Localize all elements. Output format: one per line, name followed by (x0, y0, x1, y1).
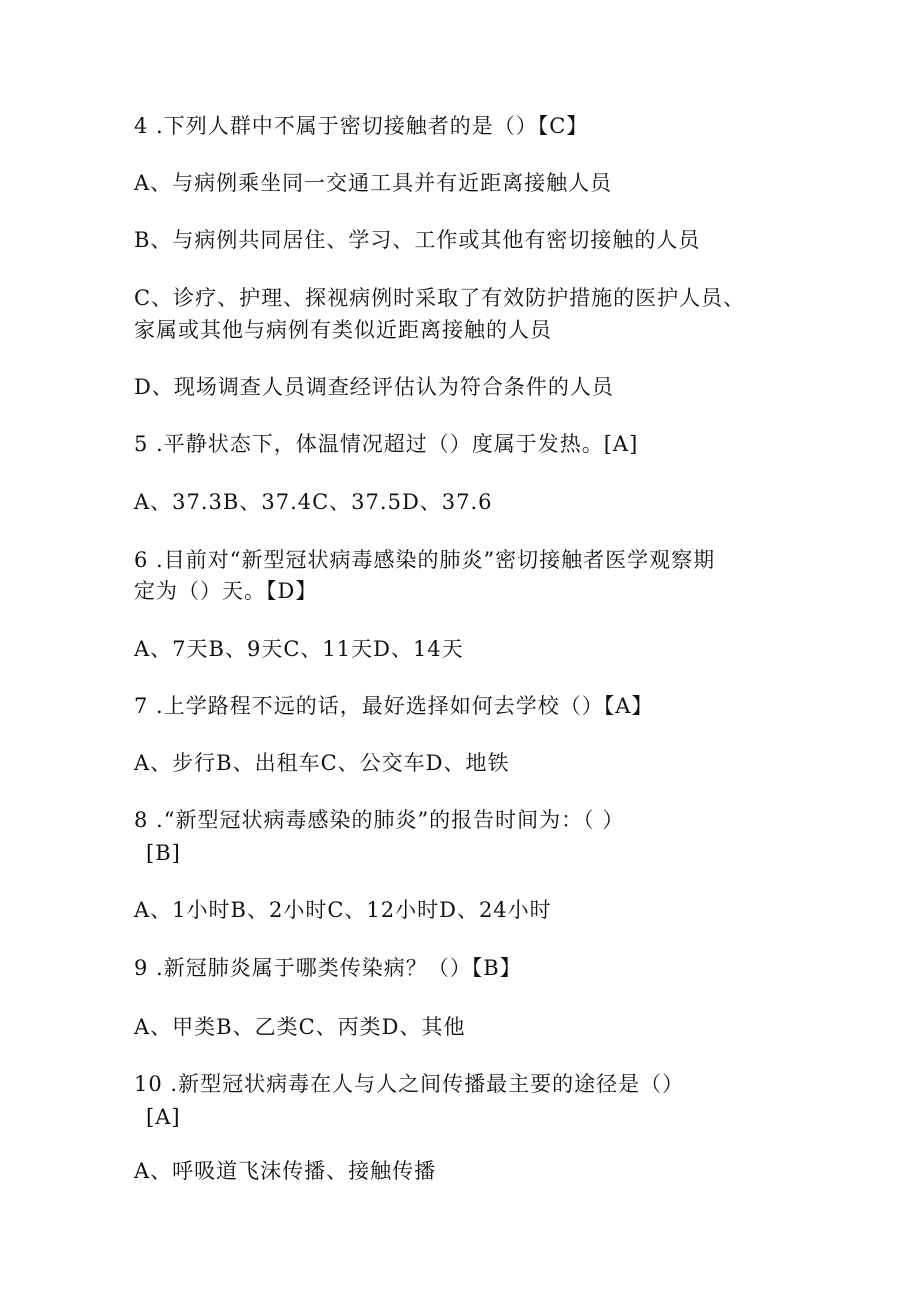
question-4-option-d: D、现场调查人员调查经评估认为符合条件的人员 (134, 375, 614, 399)
question-6-options: A、7天B、9天C、11天D、14天 (134, 637, 464, 661)
question-6-continued: 定为（）天。【D】 (134, 579, 318, 603)
question-8-options: A、1小时B、2小时C、12小时D、24小时 (134, 898, 552, 922)
question-7-options: A、步行B、出租车C、公交车D、地铁 (134, 751, 510, 775)
question-10-answer: [A] (146, 1105, 181, 1129)
question-10: 10 .新型冠状病毒在人与人之间传播最主要的途径是（） (134, 1072, 685, 1096)
question-10-option-a: A、呼吸道飞沫传播、接触传播 (134, 1159, 437, 1183)
question-4-option-a: A、与病例乘坐同一交通工具并有近距离接触人员 (134, 171, 613, 195)
question-9: 9 .新冠肺炎属于哪类传染病？（）【B】 (134, 956, 522, 980)
question-5: 5 .平静状态下，体温情况超过（）度属于发热。[A] (134, 432, 639, 456)
question-8: 8 .“新型冠状病毒感染的肺炎”的报告时间为：（ ） (134, 808, 625, 832)
question-8-answer: [B] (146, 841, 181, 865)
question-4-option-c: C、诊疗、护理、探视病例时采取了有效防护措施的医护人员、 (134, 286, 746, 310)
question-6: 6 .目前对“新型冠状病毒感染的肺炎”密切接触者医学观察期 (134, 548, 716, 572)
question-4-option-b: B、与病例共同居住、学习、工作或其他有密切接触的人员 (134, 228, 701, 252)
question-4-option-c-continued: 家属或其他与病例有类似近距离接触的人员 (134, 318, 552, 342)
question-9-options: A、甲类B、乙类C、丙类D、其他 (134, 1015, 466, 1039)
question-5-options: A、37.3B、37.4C、37.5D、37.6 (134, 490, 493, 514)
question-7: 7 .上学路程不远的话，最好选择如何去学校（）【A】 (134, 694, 654, 718)
question-4: 4 .下列人群中不属于密切接触者的是（）【C】 (134, 114, 589, 138)
